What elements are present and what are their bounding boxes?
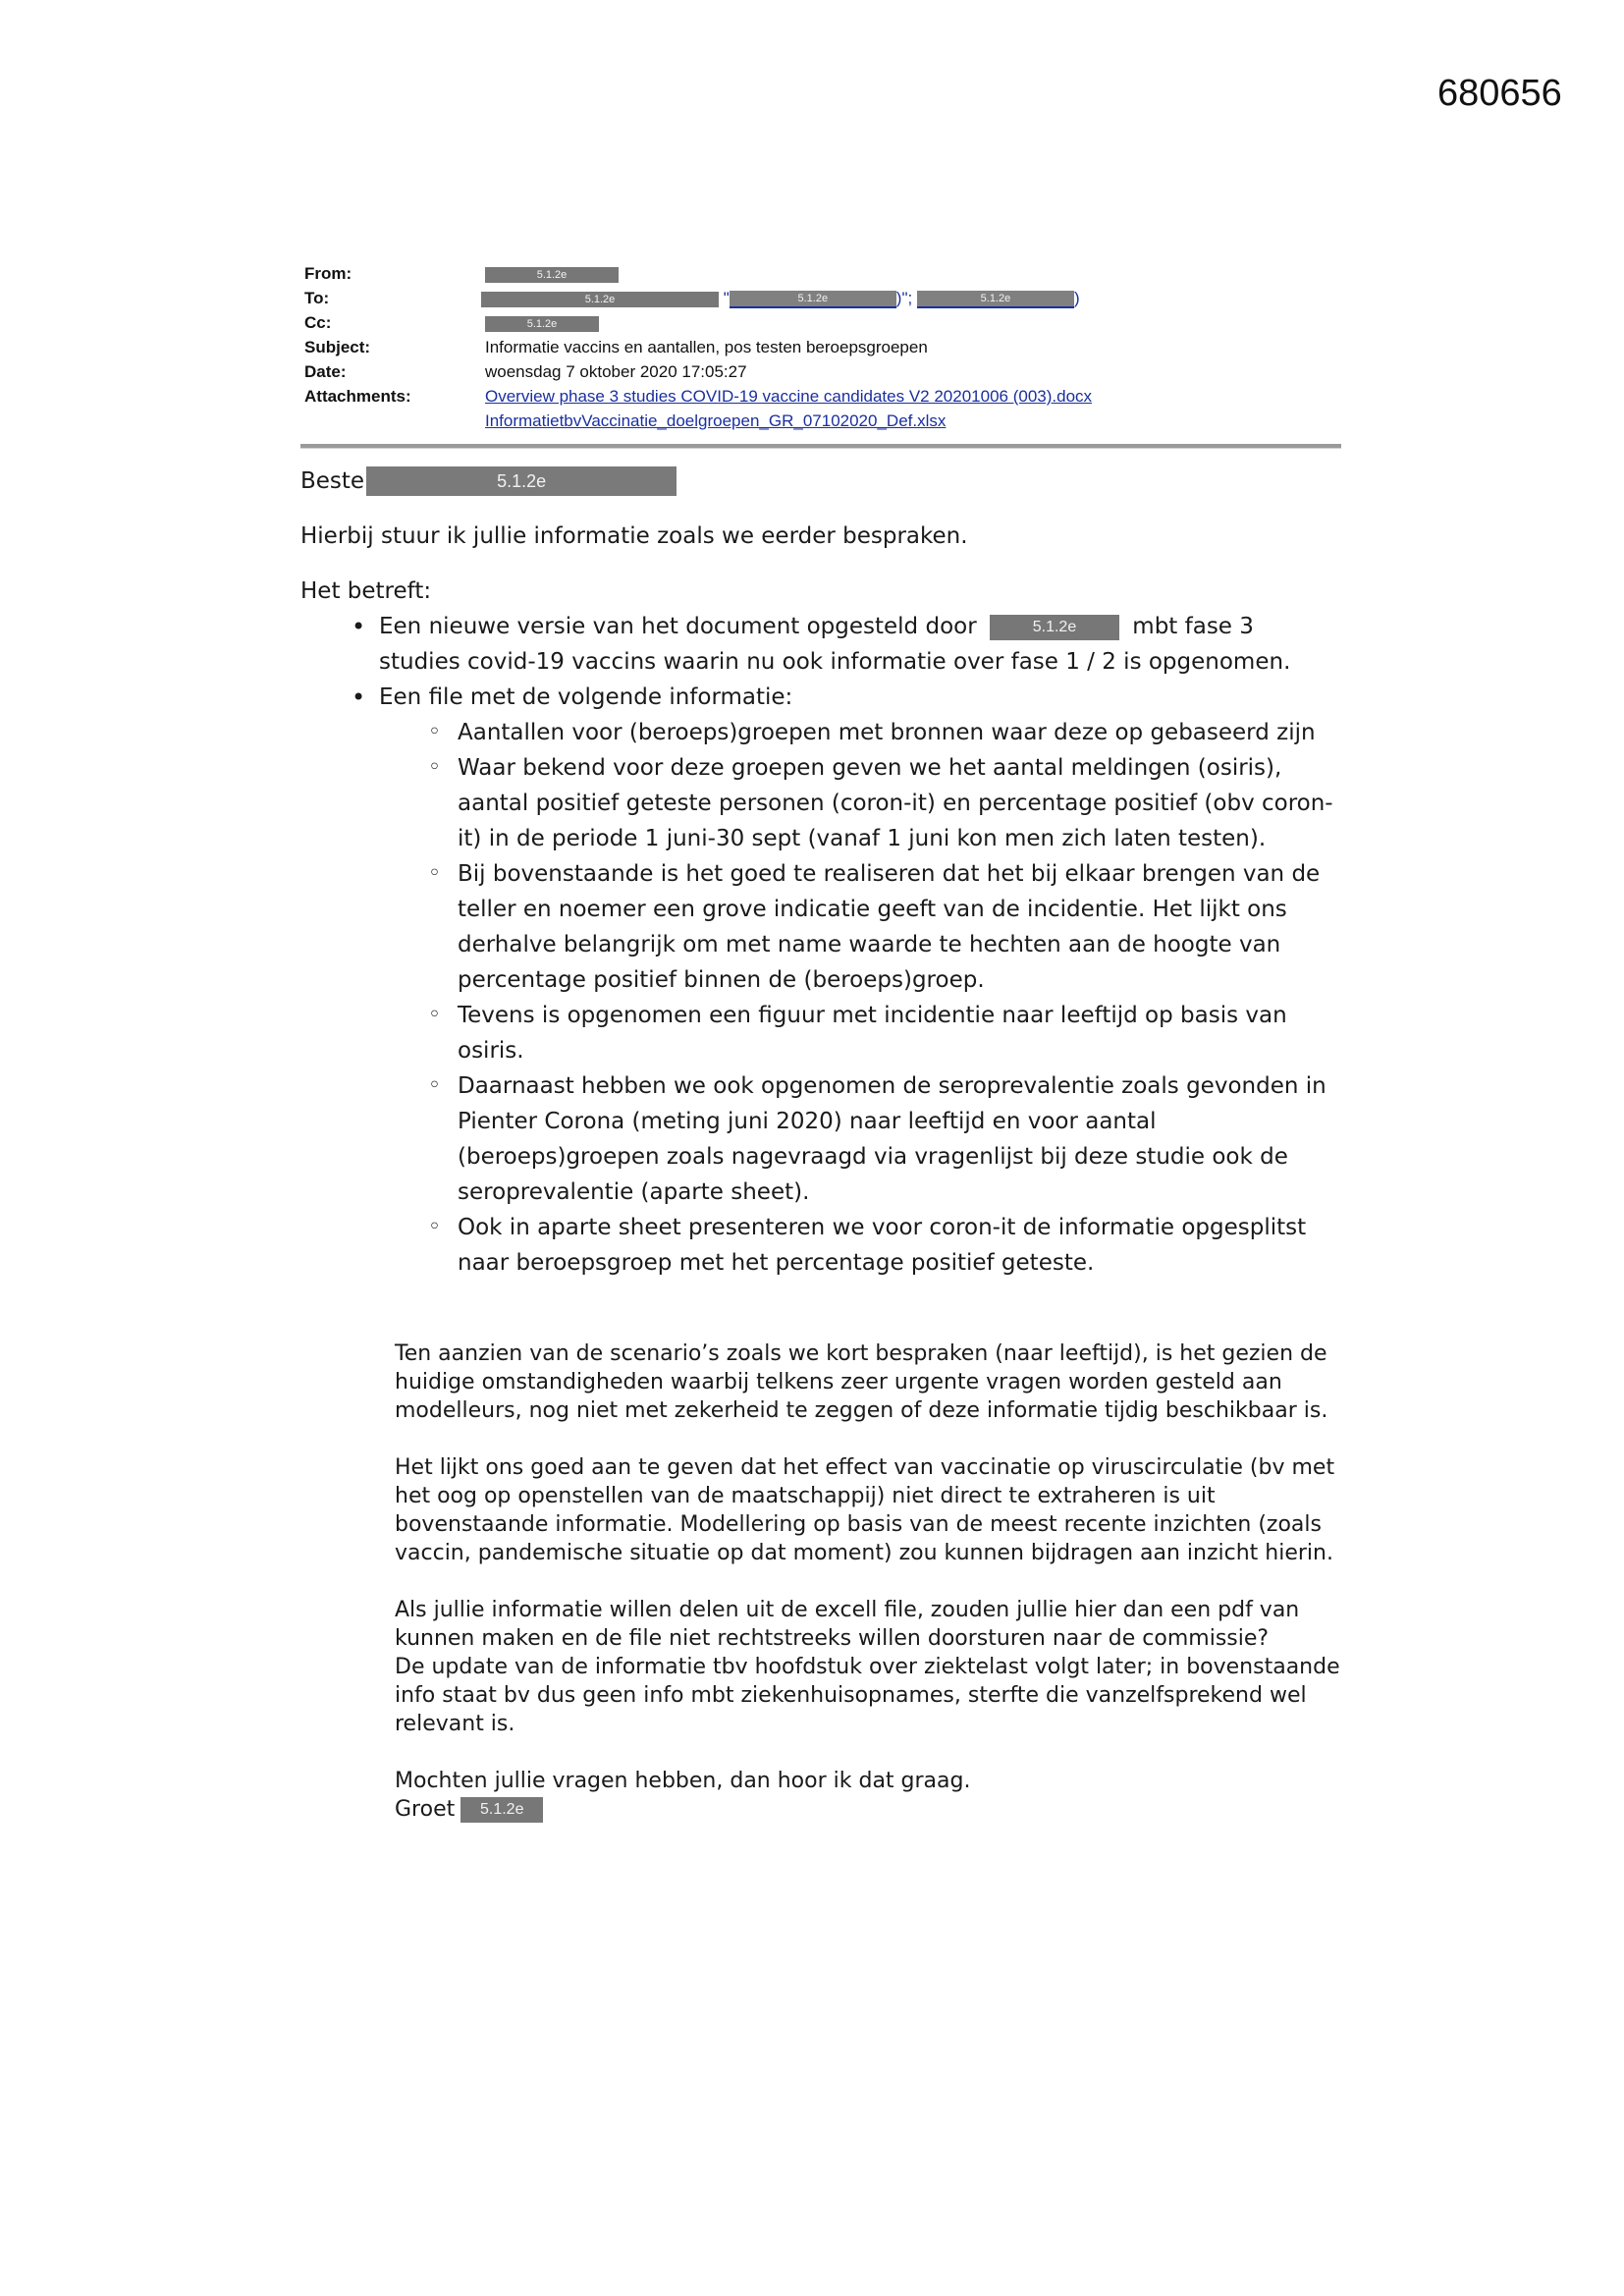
list-item: ◦ Bij bovenstaande is het goed te realiseren dat het bij elkaar brengen van de teller en noemer een grove indicatie geeft van de incidentie. Het lijkt ons derhalve belangrijk om met name waarde te hechten aan de hoogte van percentage positief binnen de (beroeps)groep. (458, 856, 1341, 998)
attachment-xlsx[interactable]: InformatietbvVaccinatie_doelgroepen_GR_07102020_Def.xlsx (485, 411, 947, 430)
salutation: Beste (300, 468, 365, 494)
list-item: ◦ Daarnaast hebben we ook opgenomen de seroprevalentie zoals gevonden in Pienter Corona (meting juni 2020) naar leeftijd en voor aantal (beroeps)groepen zoals nagevraagd via vragenlijst bij deze studie ook de seroprevalentie (aparte sheet). (458, 1068, 1341, 1210)
list-item: ◦ Waar bekend voor deze groepen geven we het aantal meldingen (osiris), aantal positief geteste personen (coron-it) en percentage positief (obv coron-it) in de periode 1 juni-30 sept (vanaf 1 juni kon men zich laten testen). (458, 750, 1341, 856)
email-body-bottom (395, 1339, 1347, 1824)
redaction-box: 5.1.2e (460, 1797, 543, 1823)
to-value (481, 286, 1080, 310)
list-item (379, 609, 1341, 680)
header-divider (300, 444, 1341, 449)
to-quote: " (723, 289, 730, 307)
redaction-box: 5.1.2e (730, 291, 896, 308)
main-list (300, 609, 1341, 1281)
sub-list (379, 715, 1341, 1281)
attachments-row (304, 384, 1337, 409)
salutation-line (300, 464, 1341, 499)
subject-row (304, 335, 1337, 359)
closing: Groet (395, 1797, 456, 1822)
to-recipient-link[interactable] (917, 289, 1080, 307)
bullet2-text: Een file met de volgende informatie: (379, 684, 793, 710)
bullet1-post: mbt fase 3 studies covid-19 vaccins waarin nu ook informatie over fase 1 / 2 is opgenomen. (379, 614, 1291, 675)
from-label: From: (304, 264, 352, 283)
bullet1-pre: Een nieuwe versie van het document opgesteld door (379, 614, 977, 639)
list-item: ◦ Aantallen voor (beroeps)groepen met bronnen waar deze op gebaseerd zijn (458, 715, 1341, 750)
redaction-box: 5.1.2e (990, 615, 1119, 640)
cc-label: Cc: (304, 313, 332, 332)
paragraph: De update van de informatie tbv hoofdstuk over ziektelast volgt later; in bovenstaande info staat bv dus geen info mbt ziekenhuisopnames, sterfte die vanzelfsprekend wel relevant is. (395, 1655, 1340, 1736)
to-close: ) (1073, 289, 1080, 307)
redaction-box: 5.1.2e (917, 291, 1074, 308)
redaction-box: 5.1.2e (481, 292, 719, 307)
attachment-link-1[interactable] (485, 384, 1092, 409)
attachment-docx[interactable]: Overview phase 3 studies COVID-19 vaccine candidates V2 20201006 (003).docx (485, 387, 1093, 406)
subject-label: Subject: (304, 338, 371, 356)
attachments-row-2 (304, 409, 1337, 433)
closing-line (395, 1795, 1347, 1824)
attachment-link-2[interactable] (485, 409, 946, 433)
email-body-top (300, 464, 1341, 1281)
list-item: ◦ Ook in aparte sheet presenteren we voor coron-it de informatie opgesplitst naar beroepsgroep met het percentage positief geteste. (458, 1210, 1341, 1281)
from-row (304, 261, 1337, 286)
paragraph: Het lijkt ons goed aan te geven dat het effect van vaccinatie op viruscirculatie (bv met het oog op openstellen van de maatschappij) niet direct te extraheren is uit bovenstaande informatie. Modellering op basis van de meest recente inzichten (zoals vaccin, pandemische situatie op dat moment) zou kunnen bijdragen aan inzicht hierin. (395, 1455, 1335, 1565)
redaction-box: 5.1.2e (485, 316, 599, 332)
redaction-box: 5.1.2e (366, 466, 677, 496)
cc-row (304, 310, 1337, 335)
to-label: To: (304, 289, 330, 307)
intro-text: Hierbij stuur ik jullie informatie zoals we eerder bespraken. (300, 523, 968, 549)
redaction-box: 5.1.2e (485, 267, 619, 283)
document-number: 680656 (1437, 73, 1562, 114)
paragraph: Ten aanzien van de scenario’s zoals we kort bespraken (naar leeftijd), is het gezien de huidige omstandigheden waarbij telkens zeer urgente vragen worden gesteld aan modelleurs, nog niet met zekerheid te zeggen of deze informatie tijdig beschikbaar is. (395, 1341, 1328, 1423)
email-header (304, 261, 1337, 433)
date-row (304, 359, 1337, 384)
from-value (485, 261, 619, 286)
list-item: ◦ Tevens is opgenomen een figuur met incidentie naar leeftijd op basis van osiris. (458, 998, 1341, 1068)
to-separator: )"; (895, 289, 913, 307)
paragraph: Als jullie informatie willen delen uit de excell file, zouden jullie hier dan een pdf van kunnen maken en de file niet rechtstreeks willen doorsturen naar de commissie? (395, 1598, 1300, 1651)
to-row (304, 286, 1337, 310)
paragraph: Mochten jullie vragen hebben, dan hoor ik dat graag. (395, 1769, 971, 1793)
het-betreft: Het betreft: (300, 578, 432, 604)
cc-value (485, 310, 599, 335)
to-recipient-link[interactable] (724, 289, 917, 307)
attachments-label: Attachments: (304, 387, 411, 406)
list-item (379, 680, 1341, 1281)
date-label: Date: (304, 362, 347, 381)
date-value: woensdag 7 oktober 2020 17:05:27 (485, 362, 747, 381)
subject-value: Informatie vaccins en aantallen, pos testen beroepsgroepen (485, 338, 928, 356)
